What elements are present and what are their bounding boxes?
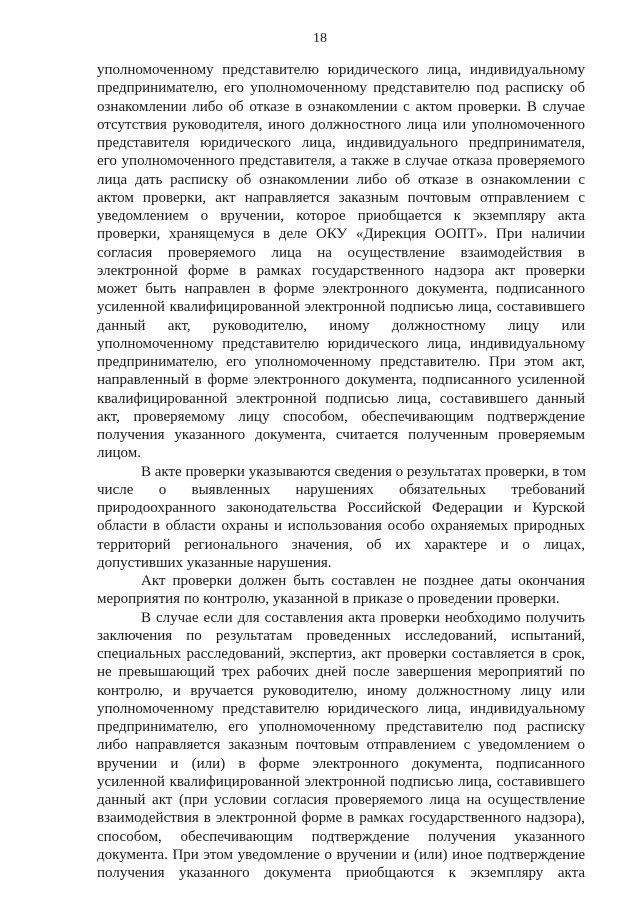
document-body [97,61,585,882]
text-line: области в области охраны и использования особо охраняемых природных [97,518,585,535]
text-line: данный акт (при условии согласия проверяемого лица на осуществление [97,792,585,808]
text-line: взаимодействия в электронной форме в рамках государственного надзора), [97,810,585,827]
text-line: не превышающий трех рабочих дней после завершения мероприятий по [97,664,585,681]
text-line: контролю, и вручается руководителю, иному должностному лицу или [97,682,585,699]
text-line: актом проверки, акт направляется заказным почтовым отправлением с [97,189,585,206]
text-line: лица дать расписку об ознакомлении либо об отказе в ознакомлении с [97,171,585,188]
text-line: предпринимателю, его уполномоченному представителю под расписку об [97,80,585,97]
text-line: допустивших указанные нарушения. [97,554,332,571]
text-line: мероприятия по контролю, указанной в приказе о проведении проверки. [97,591,560,608]
text-line: специальных расследований, экспертиз, акт проверки составляется в срок, [97,646,585,662]
paragraph [97,463,585,573]
text-line: согласия проверяемого лица на осуществление взаимодействия в [97,244,585,261]
text-line: квалифицированной электронной подписью лица, составившего данный [97,390,585,407]
text-line: получения указанного документа приобщаются к экземпляру акта [97,865,585,881]
text-line: Акт проверки должен быть составлен не позднее даты окончания [141,573,585,589]
text-line: предпринимателю, его уполномоченному представителю под расписку [97,719,585,735]
paragraph [97,61,585,463]
text-line: В акте проверки указываются сведения о результатах проверки, в том [141,463,586,480]
text-line: В случае если для составления акта проверки необходимо получить [141,609,585,626]
text-line: представителя юридического лица, индивидуального предпринимателя, [97,135,585,151]
text-line: данный акт, руководителю, иному должностному лицу или [97,317,585,334]
text-line: его уполномоченного представителя, а также в случае отказа проверяемого [97,153,585,170]
text-line: уполномоченному представителю юридического лица, индивидуальному [97,62,585,78]
text-line: уполномоченному представителю юридического лица, индивидуальному [97,335,585,352]
text-line: числе о выявленных нарушениях обязательных требований [97,481,585,498]
text-line: акт, проверяемому лицу способом, обеспечивающим подтверждение [97,408,585,425]
text-line: вручении и (или) в форме электронного документа, подписанного [97,755,585,772]
text-line: электронной форме в рамках государственного надзора акт проверки [97,262,585,279]
text-line: природоохранного законодательства Российской Федерации и Курской [97,500,585,516]
text-line: усиленной квалифицированной электронной подписью лица, составившего [97,299,585,316]
text-line: способом, обеспечивающим подтверждение получения указанного [97,828,585,845]
paragraph [97,572,585,609]
text-line: либо направляется заказным почтовым отправлением с уведомлением о [97,737,585,754]
text-line: получения указанного документа, считается полученным проверяемым [97,427,585,443]
text-line: уведомлением о вручении, которое приобщается к экземпляру акта [97,208,585,224]
text-line: может быть направлен в форме электронного документа, подписанного [97,281,585,297]
paragraph [97,609,585,883]
text-line: ознакомлении либо об отказе в ознакомлении с актом проверки. В случае [97,98,585,115]
text-line: проверки, хранящемуся в деле ОКУ «Дирекция ООПТ». При наличии [97,226,585,243]
text-line: отсутствия руководителя, иного должностного лица или уполномоченного [97,116,585,133]
text-line: усиленной квалифицированной электронной подписью лица, составившего [97,773,585,790]
text-line: уполномоченному представителю юридического лица, индивидуальному [97,700,585,717]
text-line: заключения по результатам проведенных исследований, испытаний, [97,627,585,644]
text-line: лицом. [97,445,141,462]
page-number: 18 [313,31,327,46]
text-line: направленный в форме электронного документа, подписанного усиленной [97,372,585,389]
text-line: документа. При этом уведомление о вручении и (или) иное подтверждение [97,846,585,863]
text-line: территорий регионального значения, об их характере и о лицах, [97,536,585,553]
text-line: предпринимателю, его уполномоченному представителю. При этом акт, [97,354,585,370]
